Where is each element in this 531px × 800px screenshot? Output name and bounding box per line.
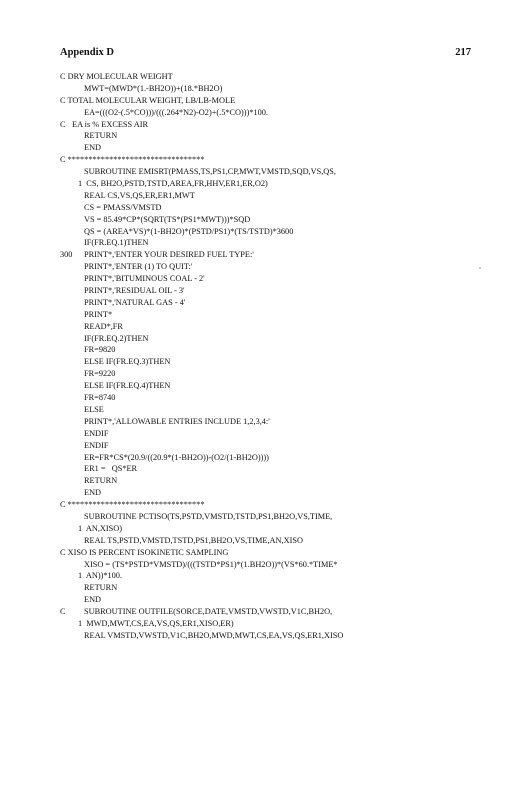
- code-line-text: CS = PMASS/VMSTD: [84, 202, 162, 212]
- page-number: 217: [455, 47, 471, 58]
- code-line-text: SUBROUTINE OUTFILE(SORCE,DATE,VMSTD,VWSTD,V1C,BH2O,: [84, 607, 333, 617]
- page-header: [60, 47, 471, 61]
- code-line: [60, 606, 480, 618]
- code-line-text: 1 AN,XISO): [78, 523, 123, 533]
- code-line-text: EA is % EXCESS AIR: [72, 119, 149, 129]
- code-line-text: PRINT*,'ENTER YOUR DESIRED FUEL TYPE:': [84, 250, 254, 260]
- code-line: [60, 178, 480, 190]
- code-line-text: C *********************************: [60, 155, 205, 165]
- code-line: [60, 119, 480, 131]
- code-line: [60, 261, 480, 273]
- code-line-text: END: [84, 488, 102, 498]
- code-line: [60, 309, 480, 321]
- code-line: [60, 202, 480, 214]
- code-line: [60, 594, 480, 606]
- code-line: [60, 130, 480, 142]
- code-line-text: PRINT*,'ENTER (1) TO QUIT:': [84, 262, 193, 272]
- code-line-text: REAL CS,VS,QS,ER,ER1,MWT: [84, 190, 195, 200]
- code-line: [60, 95, 480, 107]
- code-line-text: C TOTAL MOLECULAR WEIGHT, LB/LB-MOLE: [60, 95, 236, 105]
- code-line: [60, 154, 480, 166]
- code-line-label: 300: [60, 250, 73, 260]
- code-line-label: C: [60, 607, 66, 617]
- code-line-text: C *********************************: [60, 500, 205, 510]
- code-line-text: FR=9220: [84, 369, 116, 379]
- code-line: [60, 166, 480, 178]
- code-line-text: ER1 = QS*ER: [84, 464, 138, 474]
- code-line: [60, 333, 480, 345]
- code-line-text: PRINT*,'BITUMINOUS COAL - 2': [84, 274, 205, 284]
- code-line: [60, 356, 480, 368]
- code-line-text: PRINT*: [84, 309, 113, 319]
- code-line: [60, 142, 480, 154]
- code-line: [60, 344, 480, 356]
- code-line: [60, 452, 480, 464]
- code-line: [60, 463, 480, 475]
- code-line-text: IF(FR.EQ.2)THEN: [84, 333, 149, 343]
- code-line: [60, 285, 480, 297]
- code-line-text: ENDIF: [84, 440, 109, 450]
- code-line-label: C: [60, 119, 66, 129]
- code-line-text: REAL VMSTD,VWSTD,V1C,BH2O,MWD,MWT,CS,EA,VS,QS,ER1,XISO: [84, 630, 344, 640]
- code-line-text: QS = (AREA*VS)*(1-BH2O)*(PSTD/PS1)*(TS/TSTD)*3600: [84, 226, 294, 236]
- code-line: [60, 582, 480, 594]
- code-line-text: ELSE IF(FR.EQ.4)THEN: [84, 381, 171, 391]
- code-line-text: SUBROUTINE PCTISO(TS,PSTD,VMSTD,TSTD,PS1,BH2O,VS,TIME,: [84, 511, 333, 521]
- code-line-text: ELSE: [84, 404, 104, 414]
- code-line-text: RETURN: [84, 131, 118, 141]
- code-line: [60, 630, 480, 642]
- code-line: [60, 535, 480, 547]
- code-line: [60, 249, 480, 261]
- code-line: [60, 214, 480, 226]
- code-line-text: END: [84, 595, 102, 605]
- code-line: [60, 71, 480, 83]
- code-line: [60, 440, 480, 452]
- code-line: [60, 273, 480, 285]
- code-line-text: PRINT*,'ALLOWABLE ENTRIES INCLUDE 1,2,3,4:': [84, 416, 270, 426]
- code-line: [60, 83, 480, 95]
- code-line-text: VS = 85.49*CP*(SQRT(TS*(PS1*MWT)))*SQD: [84, 214, 251, 224]
- appendix-title: Appendix D: [60, 47, 114, 58]
- code-line: [60, 487, 480, 499]
- code-line-text: READ*,FR: [84, 321, 123, 331]
- code-line-text: FR=9820: [84, 345, 116, 355]
- code-line-text: 1 CS, BH2O,PSTD,TSTD,AREA,FR,HHV,ER1,ER,O2): [78, 179, 268, 189]
- code-line: [60, 547, 480, 559]
- code-line: [60, 297, 480, 309]
- code-line-text: MWT=(MWD*(1.-BH2O))+(18.*BH2O): [84, 83, 223, 93]
- code-line-text: PRINT*,'RESIDUAL OIL - 3': [84, 286, 185, 296]
- code-line-text: 1 AN))*100.: [78, 571, 123, 581]
- code-line: [60, 416, 480, 428]
- code-line: [60, 404, 480, 416]
- code-line-text: RETURN: [84, 476, 118, 486]
- code-line-text: ER=FR*CS*(20.9/((20.9*(1-BH2O))-(O2/(1-BH2O)))): [84, 452, 269, 462]
- code-line-text: XISO = (TS*PSTD*VMSTD)/(((TSTD*PS1)*(1.BH2O))*(VS*60.*TIME*: [84, 559, 338, 569]
- code-line-text: SUBROUTINE EMISRT(PMASS,TS,PS1,CP,MWT,VMSTD,SQD,VS,QS,: [84, 167, 336, 177]
- code-line: [60, 321, 480, 333]
- code-line: [60, 226, 480, 238]
- code-line: [60, 499, 480, 511]
- code-line-text: RETURN: [84, 583, 118, 593]
- code-line: [60, 107, 480, 119]
- code-line-text: PRINT*,'NATURAL GAS - 4': [84, 297, 186, 307]
- code-line: [60, 392, 480, 404]
- code-line: [60, 475, 480, 487]
- code-line: [60, 428, 480, 440]
- code-line: [60, 237, 480, 249]
- code-line: [60, 511, 480, 523]
- code-line: [60, 190, 480, 202]
- code-line: [60, 368, 480, 380]
- code-line-text: 1 MWD,MWT,CS,EA,VS,QS,ER1,XISO,ER): [78, 618, 234, 628]
- code-line-text: C DRY MOLECULAR WEIGHT: [60, 72, 173, 81]
- fortran-code-listing: [60, 71, 480, 642]
- code-line-text: C XISO IS PERCENT ISOKINETIC SAMPLING: [60, 547, 229, 557]
- code-line-text: END: [84, 143, 102, 153]
- code-line-text: ELSE IF(FR.EQ.3)THEN: [84, 357, 171, 367]
- code-line-text: FR=8740: [84, 393, 116, 403]
- code-line: [60, 570, 480, 582]
- code-line-text: IF(FR.EQ.1)THEN: [84, 238, 149, 248]
- code-line-text: REAL TS,PSTD,VMSTD,TSTD,PS1,BH2O,VS,TIME,AN,XISO: [84, 535, 303, 545]
- code-line: [60, 559, 480, 571]
- code-line: [60, 618, 480, 630]
- code-line-text: EA=(((O2-(.5*CO)))/(((.264*N2)-O2)+(.5*CO)))*100.: [84, 107, 269, 117]
- code-line-text: ENDIF: [84, 428, 109, 438]
- code-line: [60, 523, 480, 535]
- scan-speck: [479, 267, 481, 269]
- code-line: [60, 380, 480, 392]
